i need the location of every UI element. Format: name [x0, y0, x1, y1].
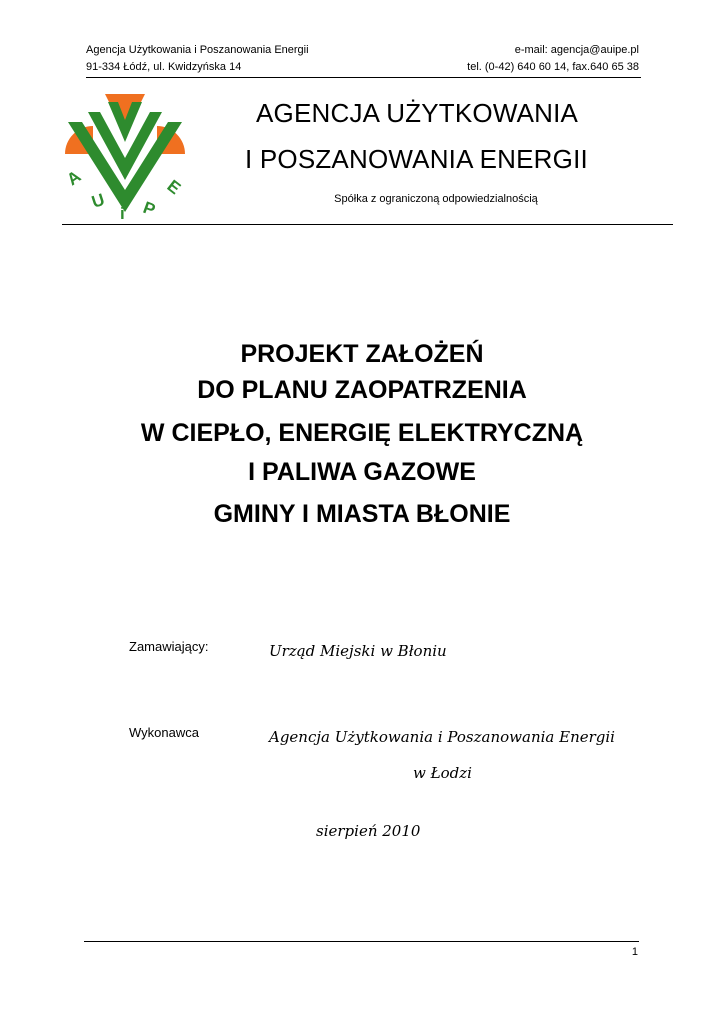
logo-letter-u: U	[89, 189, 107, 212]
client-label: Zamawiający:	[129, 639, 209, 654]
logo-letter-p: P	[140, 197, 158, 220]
logo-letter-e: E	[163, 176, 185, 199]
logo-letter-a: A	[63, 166, 85, 190]
auipe-logo-graphic	[60, 92, 190, 222]
header-rule	[86, 77, 641, 78]
document-date: sierpień 2010	[316, 822, 421, 840]
logo-letter-i: i	[120, 204, 125, 222]
header-address: 91-334 Łódź, ul. Kwidzyńska 14	[86, 61, 242, 73]
header-phone: tel. (0-42) 640 60 14, fax.640 65 38	[467, 61, 639, 73]
contractor-label: Wykonawca	[129, 725, 199, 740]
title-line-2: DO PLANU ZAOPATRZENIA	[197, 376, 527, 404]
agency-name-line1: AGENCJA UŻYTKOWANIA	[256, 98, 579, 128]
contractor-value-line2: w Łodzi	[413, 764, 472, 782]
auipe-logo	[60, 92, 190, 222]
agency-name-line2: I POSZANOWANIA ENERGII	[245, 144, 588, 174]
title-line-3: W CIEPŁO, ENERGIĘ ELEKTRYCZNĄ	[140, 419, 584, 447]
client-value: Urząd Miejski w Błoniu	[269, 642, 447, 660]
header-company: Agencja Użytkowania i Poszanowania Energii	[86, 44, 309, 56]
title-line-4: I PALIWA GAZOWE	[248, 458, 476, 486]
agency-subtitle: Spółka z ograniczoną odpowiedzialnością	[334, 193, 538, 205]
header-email: e-mail: agencja@auipe.pl	[514, 44, 639, 56]
contractor-value-line1: Agencja Użytkowania i Poszanowania Energii	[269, 728, 615, 746]
masthead-rule	[62, 224, 673, 225]
title-line-1: PROJEKT ZAŁOŻEŃ	[240, 340, 484, 368]
page-number: 1	[631, 946, 638, 958]
title-line-5: GMINY I MIASTA BŁONIE	[213, 500, 511, 528]
footer-rule	[84, 941, 639, 942]
